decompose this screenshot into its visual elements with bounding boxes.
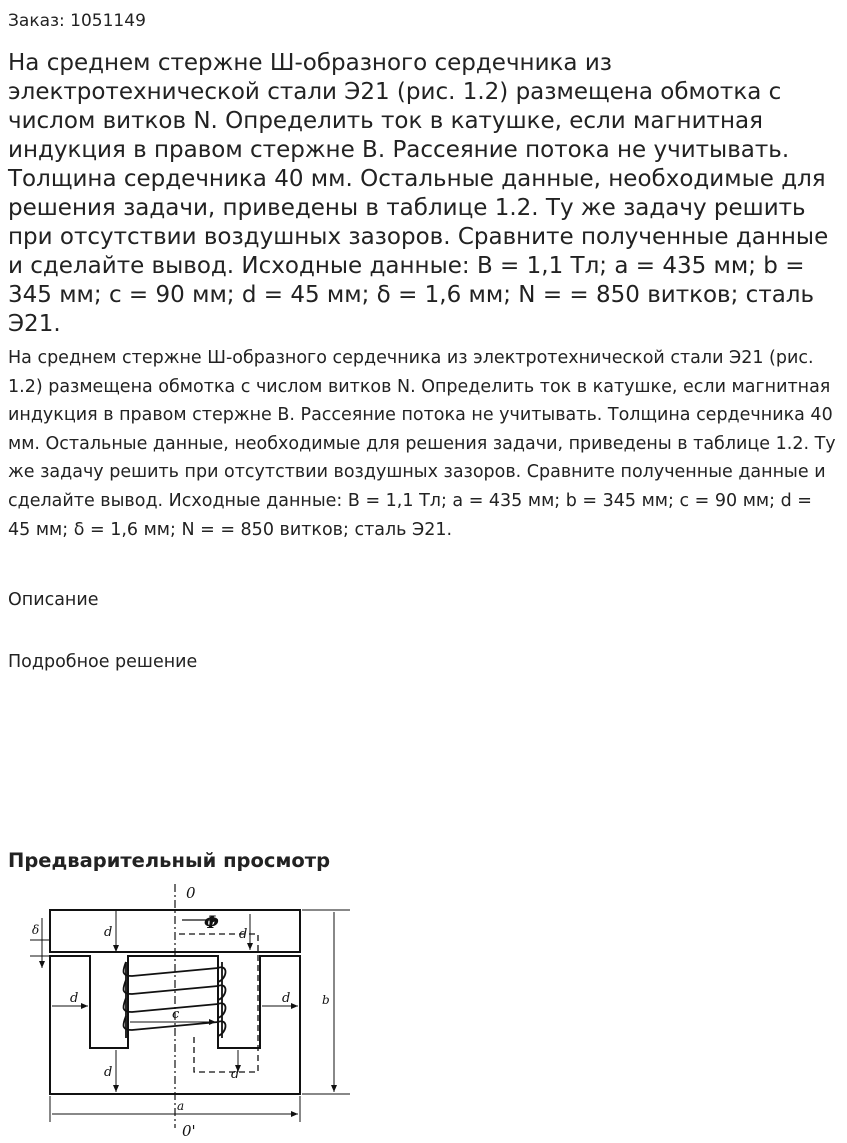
- axis-top-label: 0: [186, 884, 196, 902]
- problem-title: На среднем стержне Ш-образного сердечника из электротехнической стали Э21 (рис. 1.2) размещена обмотка с числом витков N. Определить ток в катушке, если магнитная индукция в правом стержне B. Рассеяние потока не учитывать. Толщина сердечника 40 мм. Остальные данные, необходимые для решения задачи, приведены в таблице 1.2. Ту же задачу решить при отсутствии воздушных зазоров. Сравните полученные данные и сделайте вывод. Исходные данные: B = 1,1 Тл; a = 435 мм; b = 345 мм; c = 90 мм; d = 45 мм; δ = 1,6 мм; N = = 850 витков; сталь Э21.: [8, 50, 829, 337]
- d-bottom-label: d: [104, 1065, 113, 1080]
- core-diagram-figure: [22, 878, 362, 1140]
- solution-label: Подробное решение: [8, 652, 198, 672]
- order-number: Заказ: 1051149: [8, 11, 146, 31]
- a-label: a: [177, 1099, 185, 1113]
- b-label: b: [322, 993, 330, 1007]
- flux-label: Φ: [204, 913, 219, 933]
- d-left-leg-label: d: [70, 991, 79, 1006]
- core-diagram: [22, 878, 362, 1140]
- axis-bottom-label: 0': [182, 1122, 196, 1140]
- d-yoke-label: d: [104, 925, 113, 940]
- d-right-top-label: d: [239, 927, 248, 942]
- d-right-bottom-label: d: [231, 1067, 240, 1082]
- d-right-leg-label: d: [282, 991, 291, 1006]
- preview-heading: Предварительный просмотр: [8, 849, 331, 872]
- c-label: c: [172, 1007, 180, 1022]
- delta-label: δ: [32, 923, 40, 937]
- problem-description: На среднем стержне Ш-образного сердечника из электротехнической стали Э21 (рис. 1.2) размещена обмотка с числом витков N. Определить ток в катушке, если магнитная индукция в правом стержне B. Рассеяние потока не учитывать. Толщина сердечника 40 мм. Остальные данные, необходимые для решения задачи, приведены в таблице 1.2. Ту же задачу решить при отсутствии воздушных зазоров. Сравните полученные данные и сделайте вывод. Исходные данные: B = 1,1 Тл; a = 435 мм; b = 345 мм; c = 90 мм; d = 45 мм; δ = 1,6 мм; N = = 850 витков; сталь Э21.: [8, 348, 836, 540]
- description-label: Описание: [8, 590, 99, 610]
